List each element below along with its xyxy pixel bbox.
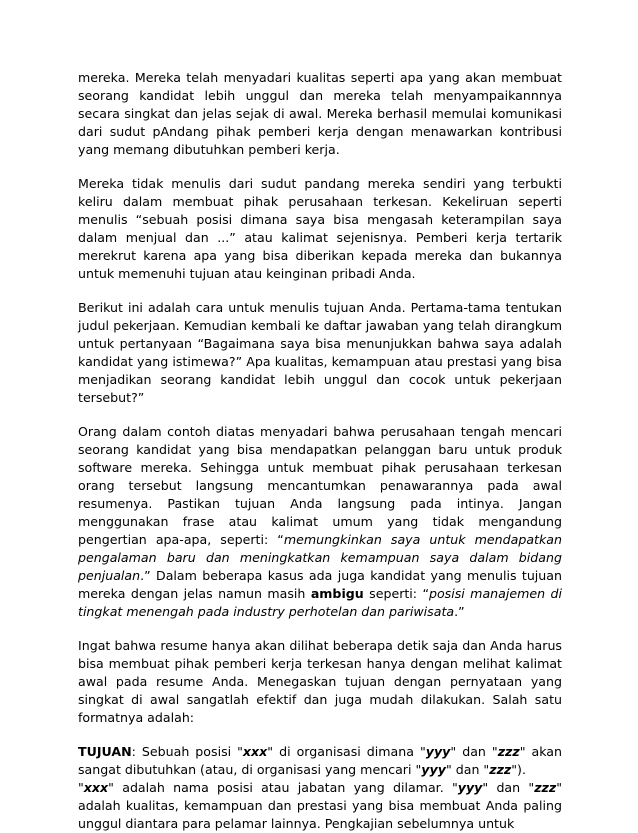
p4-italic-1: memungkinkan saya untuk mendapatkan pengalaman baru dan meningkatkan kemampuan saya dalam bidang penjualan — [78, 532, 562, 583]
p4-text-4: .” — [454, 604, 465, 619]
placeholder-yyy: yyy — [425, 744, 451, 759]
placeholder-yyy: yyy — [421, 762, 446, 777]
paragraph-7: "xxx" adalah nama posisi atau jabatan yang dilamar. "yyy" dan "zzz" adalah kualitas, kemampuan dan prestasi yang bisa membuat Anda paling unggul diantara para pelamar lainnya. Pengkajian sebelumnya untuk — [78, 780, 562, 831]
placeholder-xxx: xxx — [83, 780, 109, 795]
paragraph-2: Mereka tidak menulis dari sudut pandang mereka sendiri yang terbukti keliru dalam membuat pihak perusahaan terkesan. Kekeliruan seperti menulis “sebuah posisi dimana saya bisa mengasah keterampilan saya dalam menjual dan ...” atau kalimat sejenisnya. Pemberi kerja tertarik merekrut karena apa yang bisa diberikan kepada mereka dan bukannya untuk memenuhi tujuan atau keinginan pribadi Anda. — [78, 176, 562, 281]
placeholder-zzz: zzz — [489, 762, 512, 777]
tujuan-label: TUJUAN — [78, 744, 132, 759]
paragraph-1: mereka. Mereka telah menyadari kualitas seperti apa yang akan membuat seorang kandidat lebih unggul dan mereka telah menyampaikannnya secara singkat dan jelas sejak di awal. Mereka berhasil memulai komunikasi dari sudut pAndang pihak pemberi kerja dengan menawarkan kontribusi yang memang dibutuhkan pemberi kerja. — [78, 70, 562, 157]
p4-bold-ambigu: ambigu — [310, 586, 364, 601]
p4-text-2: .” Dalam beberapa kasus ada juga kandidat yang menulis tujuan mereka dengan jelas namun masih — [78, 568, 562, 601]
placeholder-zzz: zzz — [534, 780, 557, 795]
document-page — [78, 69, 562, 833]
p4-text-1: Orang dalam contoh diatas menyadari bahwa perusahaan tengah mencari seorang kandidat yang bisa mendapatkan pelanggan baru untuk produk software mereka. Sehingga untuk membuat pihak perusahaan terkesan orang tersebut langsung mencantumkan penawarannya pada awal resumenya. Pastikan tujuan Anda langsung pada intinya. Jangan menggunakan frase atau kalimat umum yang tidak mengandung pengertian apa-apa, seperti: “ — [78, 424, 562, 547]
placeholder-yyy: yyy — [457, 780, 483, 795]
paragraph-5: Ingat bahwa resume hanya akan dilihat beberapa detik saja dan Anda harus bisa membuat pihak pemberi kerja terkesan hanya dengan melihat kalimat awal pada resume Anda. Menegaskan tujuan dengan pernyataan yang singkat di awal sangatlah efektif dan juga mudah dilakukan. Salah satu formatnya adalah: — [78, 638, 562, 725]
p4-text-3: seperti: “ — [363, 586, 429, 601]
paragraph-3: Berikut ini adalah cara untuk menulis tujuan Anda. Pertama-tama tentukan judul pekerjaan. Kemudian kembali ke daftar jawaban yang telah dirangkum untuk pertanyaan “Bagaimana saya bisa menunjukkan bahwa saya adalah kandidat yang istimewa?” Apa kualitas, kemampuan atau prestasi yang bisa menjadikan seorang kandidat lebih unggul dan cocok untuk pekerjaan tersebut?” — [78, 300, 562, 405]
placeholder-zzz: zzz — [497, 744, 520, 759]
p4-italic-2: posisi manajemen di tingkat menengah pada industry perhotelan dan pariwisata — [78, 586, 562, 619]
paragraph-4 — [78, 423, 562, 621]
paragraph-6: TUJUAN: Sebuah posisi "xxx" di organisasi dimana "yyy" dan "zzz" akan sangat dibutuhkan (atau, di organisasi yang mencari "yyy" dan "zzz"). — [78, 744, 562, 777]
placeholder-xxx: xxx — [242, 744, 268, 759]
